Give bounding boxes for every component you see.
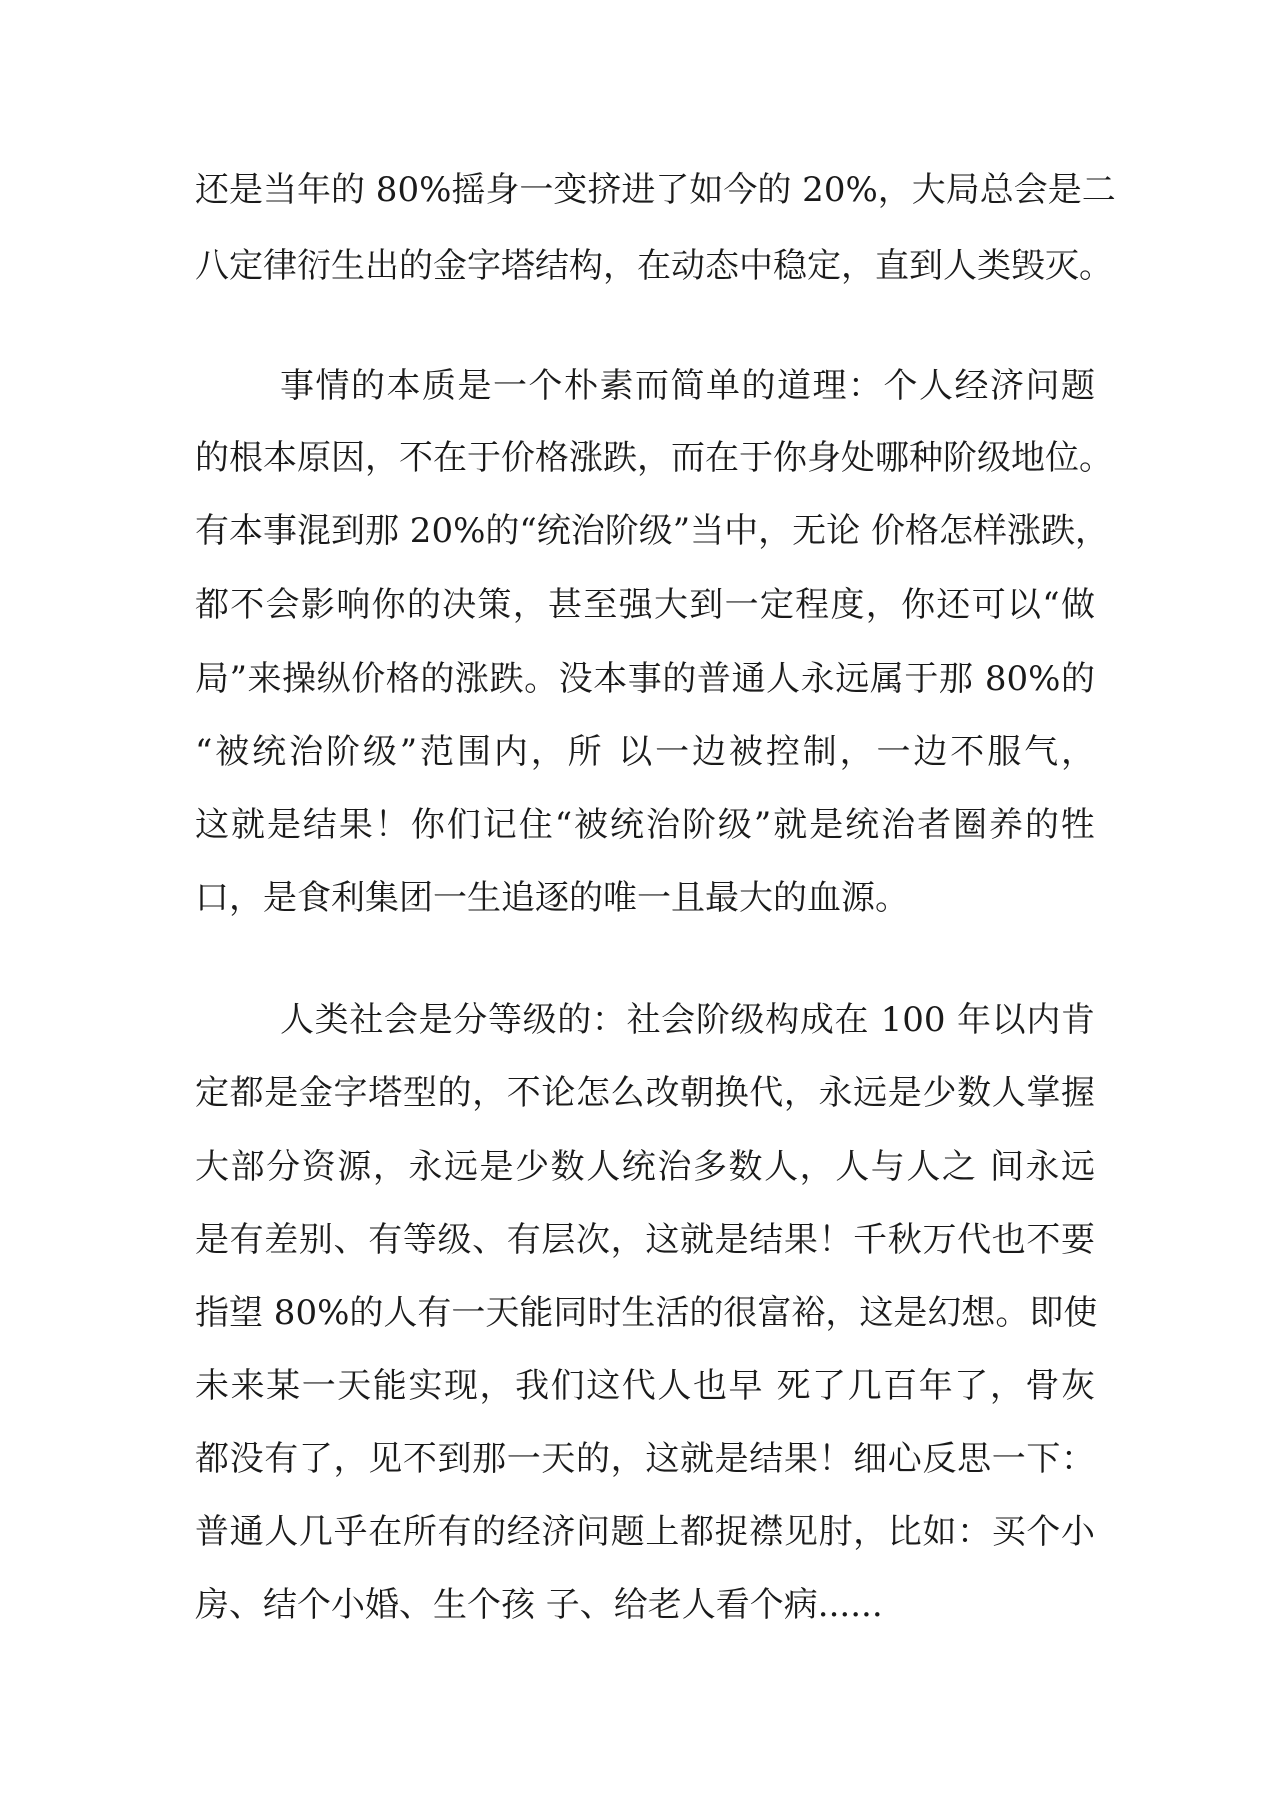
text-line: 定都是金字塔型的，不论怎么改朝换代，永远是少数人掌握 [195, 1073, 1095, 1113]
text-line: 都没有了，见不到那一天的，这就是结果！细心反思一下： [195, 1439, 1095, 1479]
text-line: “被统治阶级”范围内，所 以一边被控制，一边不服气， [195, 732, 1095, 772]
text-line: 普通人几乎在所有的经济问题上都捉襟见肘，比如：买个小 [195, 1512, 1095, 1552]
text-line: 人类社会是分等级的：社会阶级构成在 100 年以内肯 [280, 1000, 1095, 1040]
text-line: 口，是食利集团一生追逐的唯一且最大的血源。 [195, 878, 909, 918]
text-line: 未来某一天能实现，我们这代人也早 死了几百年了，骨灰 [195, 1366, 1095, 1406]
text-line: 局”来操纵价格的涨跌。没本事的普通人永远属于那 80%的 [195, 659, 1095, 699]
text-line: 房、结个小婚、生个孩 子、给老人看个病...... [195, 1585, 883, 1625]
text-line: 大部分资源，永远是少数人统治多数人，人与人之 间永远 [195, 1147, 1095, 1187]
text-line: 八定律衍生出的金字塔结构，在动态中稳定，直到人类毁灭。 [195, 246, 1113, 286]
text-line: 还是当年的 80%摇身一变挤进了如今的 20%，大局总会是二 [195, 170, 1116, 210]
text-line: 的根本原因，不在于价格涨跌，而在于你身处哪种阶级地位。 [195, 438, 1113, 478]
text-line: 都不会影响你的决策，甚至强大到一定程度，你还可以“做 [195, 585, 1095, 625]
text-line: 事情的本质是一个朴素而简单的道理：个人经济问题 [280, 366, 1095, 406]
text-line: 这就是结果！你们记住“被统治阶级”就是统治者圈养的牲 [195, 805, 1095, 845]
text-line: 是有差别、有等级、有层次，这就是结果！千秋万代也不要 [195, 1220, 1095, 1260]
text-line: 有本事混到那 20%的“统治阶级”当中，无论 价格怎样涨跌， [195, 511, 1109, 551]
text-line: 指望 80%的人有一天能同时生活的很富裕，这是幻想。即使 [195, 1293, 1098, 1333]
